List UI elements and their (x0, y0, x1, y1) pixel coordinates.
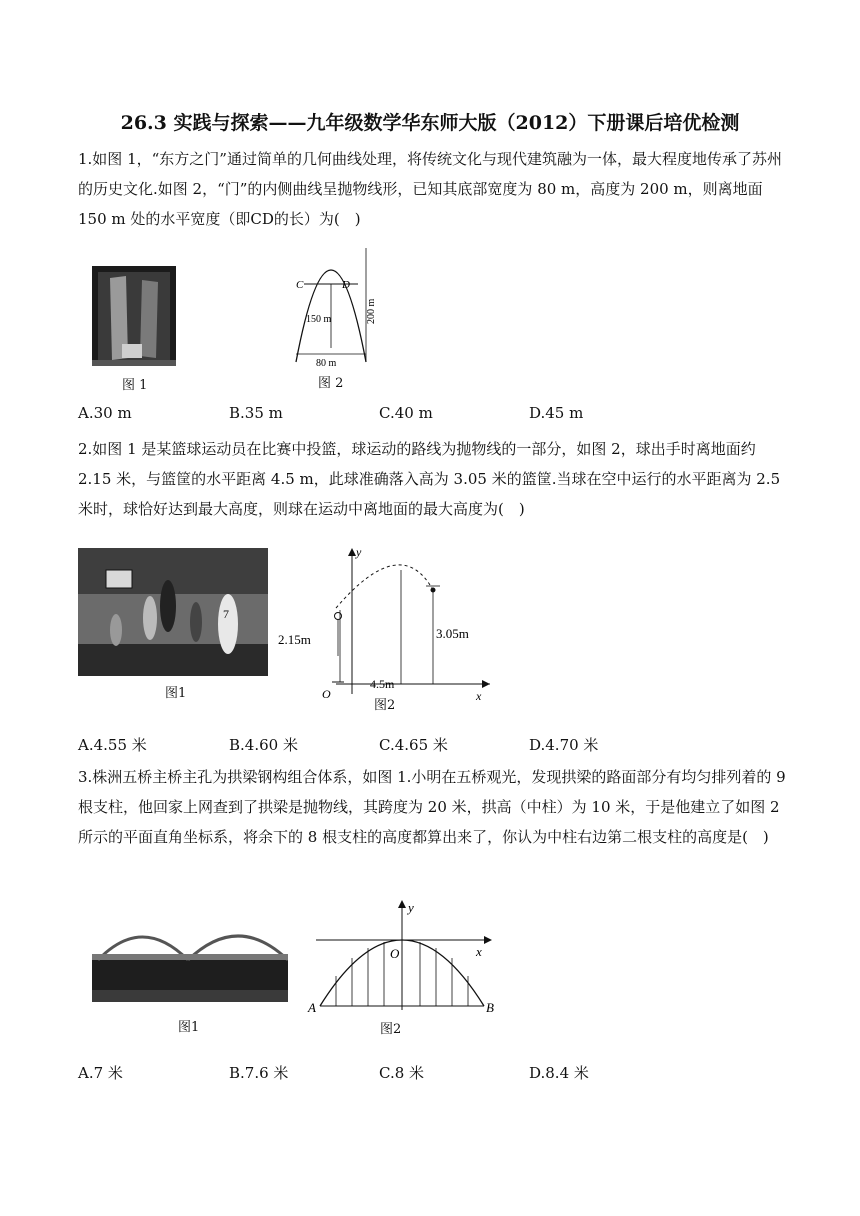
basketball-photo (78, 548, 268, 676)
label-80m: 80 m (316, 358, 337, 369)
q1-fig2-caption: 图 2 (318, 376, 344, 391)
bridge-arch-diagram (306, 898, 496, 1018)
q3-fig1-caption: 图1 (178, 1020, 200, 1035)
q3-figure-2 (306, 898, 496, 1022)
q1-option-c: C.40 m (379, 404, 433, 422)
label-a: A (308, 1000, 316, 1015)
q3-figure-1 (92, 918, 288, 1012)
q2-option-c: C.4.65 米 (379, 736, 448, 754)
q1-option-d: D.45 m (529, 404, 584, 422)
label-200m: 200 m (366, 298, 376, 324)
q2-figure-1 (78, 548, 268, 680)
q1-fig1-caption: 图 1 (122, 378, 148, 393)
label-c: C (296, 279, 304, 291)
q1-figure-2 (286, 248, 376, 382)
label-2-15m: 2.15m (278, 632, 311, 647)
question-2-stem: 2.如图 1 是某篮球运动员在比赛中投篮，球运动的路线为抛物线的一部分，如图 2，球出手时离地面约 2.15 米，与篮筐的水平距离 4.5 m，此球准确落入高为 3.05 米的篮筐.当球在空中运行的水平距离为 2.5 米时，球恰好达到最大高度，则球在运动中离地面的最大高度为( ) (78, 440, 781, 518)
y-axis-label: y (356, 545, 362, 559)
q2-fig1-caption: 图1 (165, 686, 187, 701)
x-axis-label: x (476, 689, 482, 703)
label-4-5m: 4.5m (370, 677, 395, 691)
q2-option-a: A.4.55 米 (78, 736, 147, 754)
bridge-photo (92, 918, 288, 1008)
q3-option-d: D.8.4 米 (529, 1064, 589, 1082)
q2-option-b: B.4.60 米 (229, 736, 298, 754)
jersey-number: 7 (223, 607, 229, 621)
label-150m: 150 m (306, 314, 332, 325)
origin-label: O (390, 946, 400, 961)
x-axis-label: x (476, 944, 482, 959)
label-3-05m: 3.05m (436, 626, 469, 641)
label-b: B (486, 1000, 494, 1015)
question-3-stem: 3.株洲五桥主桥主孔为拱梁钢构组合体系，如图 1.小明在五桥观光，发现拱梁的路面部分有均匀排列着的 9 根支柱，他回家上网查到了拱梁是抛物线，其跨度为 20 米，拱高（中柱）为 10 米，于是他建立了如图 2 所示的平面直角坐标系，将余下的 8 根支柱的高度都算出来了，你认为中柱右边第二根支柱的高度是( ) (78, 768, 786, 846)
q2-figure-2 (276, 544, 496, 708)
q3-option-b: B.7.6 米 (229, 1064, 289, 1082)
question-1-stem: 1.如图 1，“东方之门”通过简单的几何曲线处理，将传统文化与现代建筑融为一体，最大程度地传承了苏州的历史文化.如图 2，“门”的内侧曲线呈抛物线形，已知其底部宽度为 80 m，高度为 200 m，则离地面 150 m 处的水平宽度（即CD的长）为( ) (78, 150, 782, 228)
origin-label: O (322, 687, 331, 701)
q2-fig2-caption: 图2 (374, 698, 396, 713)
q3-fig2-caption: 图2 (380, 1022, 402, 1037)
q3-option-c: C.8 米 (379, 1064, 425, 1082)
parabola-gate-diagram (286, 248, 376, 378)
y-axis-label: y (408, 900, 414, 915)
label-d: D (342, 279, 350, 291)
page-title: 26.3 实践与探索——九年级数学华东师大版（2012）下册课后培优检测 (120, 112, 740, 134)
basketball-trajectory-diagram (276, 544, 496, 704)
q1-option-b: B.35 m (229, 404, 283, 422)
q1-option-a: A.30 m (78, 404, 132, 422)
q3-option-a: A.7 米 (78, 1064, 123, 1082)
q2-option-d: D.4.70 米 (529, 736, 599, 754)
